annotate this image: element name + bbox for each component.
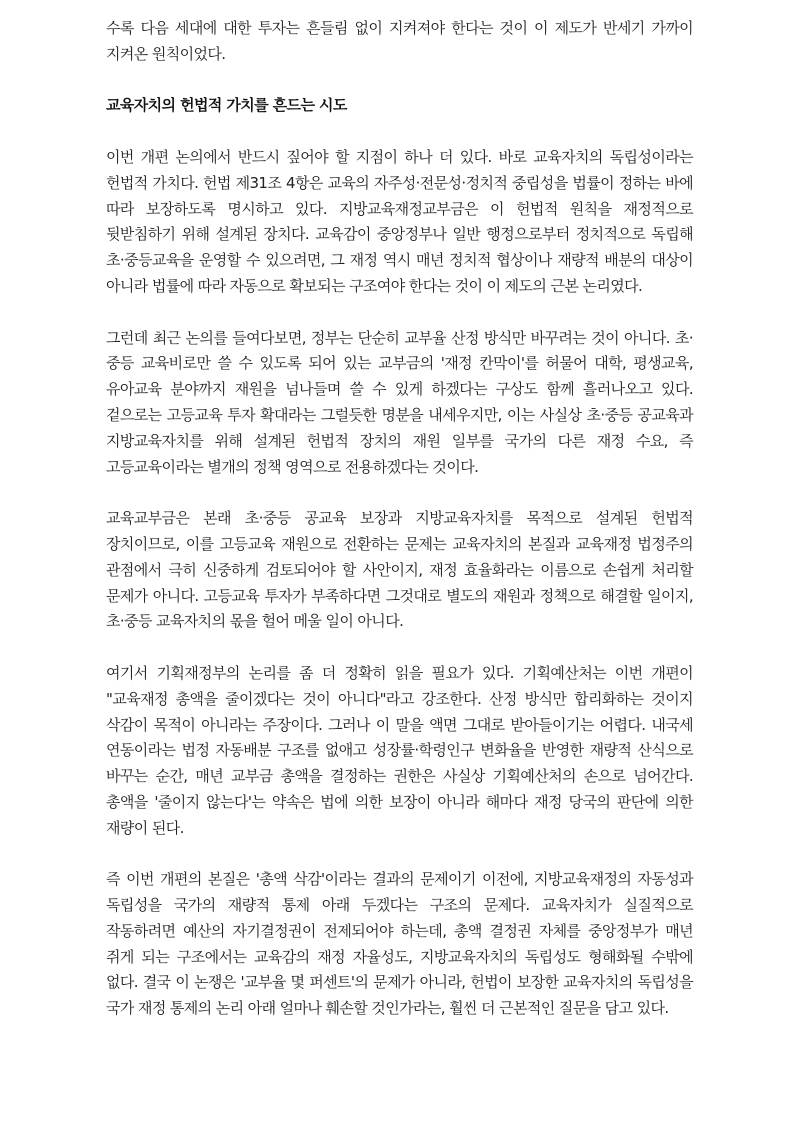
paragraph-continued: 수록 다음 세대에 대한 투자는 흔들림 없이 지켜져야 한다는 것이 이 제도가 반세기 가까이 지켜온 원칙이었다. xyxy=(106,19,693,63)
article-body xyxy=(106,16,693,1048)
paragraph: 이번 개편 논의에서 반드시 짚어야 할 지점이 하나 더 있다. 바로 교육자치의 독립성이라는 헌법적 가치다. 헌법 제31조 4항은 교육의 자주성·전문성·정치적 중립성을 법률이 정하는 바에 따라 보장하도록 명시하고 있다. 지방교육재정교부금은 이 헌법적 원칙을 재정적으로 뒷받침하기 위해 설계된 장치다. 교육감이 중앙정부나 일반 행정으로부터 정치적으로 독립해 초·중등교육을 운영할 수 있으려면, 그 재정 역시 매년 정치적 협상이나 재량적 배분의 대상이 아니라 법률에 따라 자동으로 확보되는 구조여야 한다는 것이 이 제도의 근본 논리였다. xyxy=(106,147,693,295)
paragraph: 교육교부금은 본래 초·중등 공교육 보장과 지방교육자치를 목적으로 설계된 헌법적 장치이므로, 이를 고등교육 재원으로 전환하는 문제는 교육자치의 본질과 교육재정 법정주의 관점에서 극히 신중하게 검토되어야 할 사안이지, 재정 효율화라는 이름으로 손쉽게 처리할 문제가 아니다. 고등교육 투자가 부족하다면 그것대로 별도의 재원과 정책으로 해결할 일이지, 초·중등 교육자치의 몫을 헐어 메울 일이 아니다. xyxy=(106,509,693,631)
paragraph: 여기서 기획재정부의 논리를 좀 더 정확히 읽을 필요가 있다. 기획예산처는 이번 개편이 "교육재정 총액을 줄이겠다는 것이 아니다"라고 강조한다. 산정 방식만 합리화하는 것이지 삭감이 목적이 아니라는 주장이다. 그러나 이 말을 액면 그대로 받아들이기는 어렵다. 내국세 연동이라는 법정 자동배분 구조를 없애고 성장률·학령인구 변화율을 반영한 재량적 산식으로 바꾸는 순간, 매년 교부금 총액을 결정하는 권한은 사실상 기획예산처의 손으로 넘어간다. 총액을 '줄이지 않는다'는 약속은 법에 의한 보장이 아니라 해마다 재정 당국의 판단에 의한 재량이 된다. xyxy=(106,663,693,837)
paragraph: 즉 이번 개편의 본질은 '총액 삭감'이라는 결과의 문제이기 이전에, 지방교육재정의 자동성과 독립성을 국가의 재량적 통제 아래 두겠다는 구조의 문제다. 교육자치가 실질적으로 작동하려면 예산의 자기결정권이 전제되어야 하는데, 총액 결정권 자체를 중앙정부가 매년 쥐게 되는 구조에서는 교육감의 재정 자율성도, 지방교육자치의 독립성도 형해화될 수밖에 없다. 결국 이 논쟁은 '교부율 몇 퍼센트'의 문제가 아니라, 헌법이 보장한 교육자치의 독립성을 국가 재정 통제의 논리 아래 얼마나 훼손할 것인가라는, 훨씬 더 근본적인 질문을 담고 있다. xyxy=(106,870,693,1018)
paragraph: 그런데 최근 논의를 들여다보면, 정부는 단순히 교부율 산정 방식만 바꾸려는 것이 아니다. 초·중등 교육비로만 쓸 수 있도록 되어 있는 교부금의 '재정 칸막이'를 허물어 대학, 평생교육, 유아교육 분야까지 재원을 넘나들며 쓸 수 있게 하겠다는 구상도 함께 흘러나오고 있다. 겉으로는 고등교육 투자 확대라는 그럴듯한 명분을 내세우지만, 이는 사실상 초·중등 공교육과 지방교육자치를 위해 설계된 헌법적 장치의 재원 일부를 국가의 다른 재정 수요, 즉 고등교육이라는 별개의 정책 영역으로 전용하겠다는 것이다. xyxy=(106,328,693,476)
section-heading: 교육자치의 헌법적 가치를 흔드는 시도 xyxy=(106,96,347,115)
